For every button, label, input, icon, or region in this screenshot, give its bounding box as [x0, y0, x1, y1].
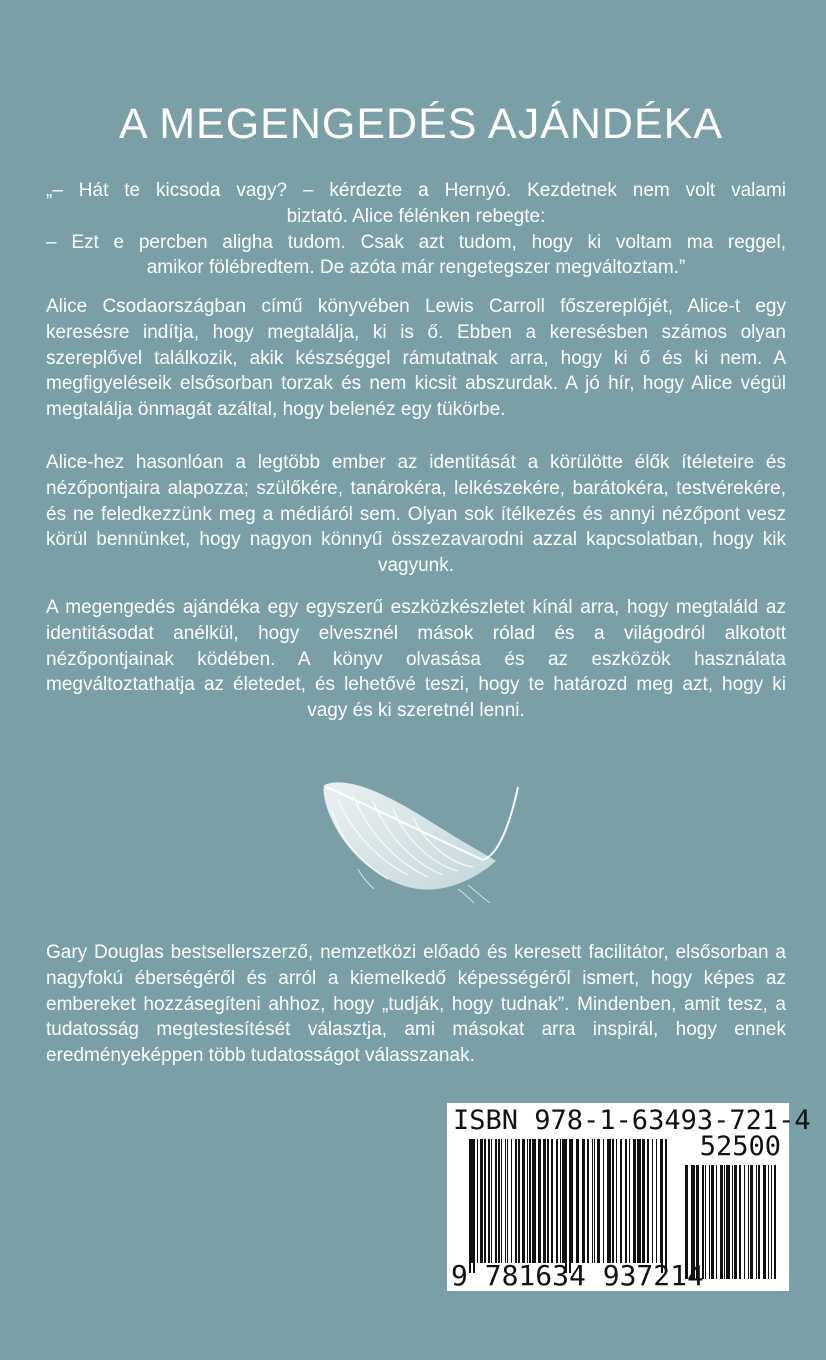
- barcode-bar: [603, 1139, 604, 1263]
- quote-line: – Ezt e percben aligha tudom. Csak azt tudom, hogy ki voltam ma reggel,: [46, 231, 786, 253]
- barcode-bar: [515, 1139, 517, 1263]
- barcode-bar: [642, 1139, 645, 1263]
- barcode-bar: [660, 1139, 661, 1263]
- barcode-bar: [491, 1139, 492, 1263]
- barcode-bar: [709, 1165, 710, 1279]
- barcode-bar: [529, 1139, 531, 1263]
- blurb-paragraph-2: Alice-hez hasonlóan a legtöbb ember az identitását a körülötte élők ítéleteire és nézőpontjaira alapozza; szülőkére, tanárokéra, lelkészekére, barátokéra, testvérekére, és ne feledkezzünk meg a médiáról sem. Olyan sok ítélkezés és annyi nézőpont vesz körül bennünket, hogy nagyon könnyű összezavarodni azzal kapcsolatban, hogy kik vagyunk.: [46, 452, 786, 577]
- barcode-bar: [495, 1139, 497, 1263]
- barcode-bar: [620, 1139, 622, 1263]
- barcode-bar: [739, 1165, 741, 1279]
- barcode-bar: [756, 1165, 757, 1279]
- alice-quote: [46, 178, 786, 281]
- barcode-bar: [594, 1139, 595, 1263]
- barcode-bar: [724, 1165, 725, 1279]
- barcode-bar: [726, 1165, 730, 1279]
- barcode-bar: [562, 1139, 565, 1263]
- barcode-bar: [587, 1139, 589, 1263]
- barcode-bar: [616, 1139, 617, 1263]
- quote-line: „– Hát te kicsoda vagy? – kérdezte a Hernyó. Kezdetnek nem volt valami: [46, 180, 786, 201]
- barcode-bar: [556, 1139, 558, 1263]
- barcode-bar: [647, 1139, 649, 1263]
- blurb-paragraph-3: A megengedés ajándéka egy egyszerű eszközkészletet kínál arra, hogy megtaláld az identitásodat anélkül, hogy elvesznél mások rólad és a világodról alkotott nézőpontjainak ködében. A könyv olvasása és az eszközök használata megváltoztathatja az életedet, és lehetővé teszi, hogy te határozd meg azt, hogy ki vagy és ki szeretnél lenni.: [46, 597, 786, 722]
- barcode-bar: [720, 1165, 723, 1279]
- barcode-bar: [597, 1139, 600, 1263]
- barcode-bar: [480, 1139, 483, 1263]
- barcode-bar: [518, 1139, 520, 1263]
- barcode-bar: [543, 1139, 546, 1263]
- barcode-bar: [560, 1139, 561, 1263]
- barcode-bar: [711, 1165, 714, 1279]
- barcode-bar: [547, 1139, 549, 1263]
- barcode-guard-bar: [473, 1139, 475, 1273]
- isbn-label: ISBN 978-1-63493-721-4: [453, 1105, 811, 1136]
- feather-illustration: [318, 765, 524, 905]
- barcode-bar: [527, 1139, 528, 1263]
- barcode-bar: [705, 1165, 706, 1279]
- barcode-bar: [732, 1165, 733, 1279]
- barcode-bar: [758, 1165, 760, 1279]
- barcode-bar: [763, 1165, 766, 1279]
- barcode-bar: [532, 1139, 536, 1263]
- barcode-bar: [637, 1139, 641, 1263]
- barcode-bar: [652, 1139, 653, 1263]
- barcode-guard-bar: [569, 1139, 571, 1273]
- isbn-barcode: [447, 1103, 811, 1292]
- barcode-bar: [477, 1139, 478, 1263]
- barcode-bar: [744, 1165, 745, 1279]
- barcode-guard-bar: [565, 1139, 567, 1273]
- barcode-bar: [505, 1139, 506, 1263]
- author-bio: Gary Douglas bestsellerszerző, nemzetközi előadó és keresett facilitátor, elsősorban a nagyfokú éberségéről és arról a kiemelkedő képességéről ismert, hogy képes az embereket hozzásegíteni ahhoz, hogy „tudják, hogy tudnak”. Mindenben, amit tesz, a tudatosság megtestesítését választja, ami másokat arra inspirál, hogy ennek eredményeképpen több tudatosságot válasszanak.: [46, 942, 786, 1067]
- barcode-bar: [629, 1139, 630, 1263]
- barcode-bar: [656, 1139, 657, 1263]
- book-title: A MEGENGEDÉS AJÁNDÉKA: [118, 100, 724, 148]
- barcode-bar: [576, 1139, 579, 1263]
- barcode-bar: [488, 1139, 490, 1263]
- barcode-bar: [774, 1165, 776, 1279]
- barcode-bar: [484, 1139, 486, 1263]
- barcode-bar: [551, 1139, 553, 1263]
- blurb-paragraph-1: Alice Csodaországban című könyvében Lewis Carroll főszereplőjét, Alice-t egy keresésre indítja, hogy megtalálja, ki is ő. Ebben a keresésben számos olyan szereplővel találkozik, akik készséggel rámutatnak arra, hogy ki ő és ki nem. A megfigyeléseik elsősorban torzak és nem kicsit abszurdak. A jó hír, hogy Alice végül megtalálja önmagát azáltal, hogy belenéz egy tükörbe.: [46, 296, 786, 421]
- barcode-bar: [498, 1139, 500, 1263]
- quote-line: amikor fölébredtem. De azóta már rengetegszer megváltoztam.”: [146, 257, 686, 279]
- barcode-guard-bar: [469, 1139, 471, 1273]
- price-code: 52500: [699, 1131, 781, 1162]
- barcode-bar: [734, 1165, 737, 1279]
- barcode-guard-bar: [661, 1139, 663, 1273]
- barcode-bar: [501, 1139, 502, 1263]
- barcode-bar: [748, 1165, 749, 1279]
- barcode-bar: [511, 1139, 512, 1263]
- barcode-bar: [507, 1139, 508, 1263]
- barcode-bar: [768, 1165, 769, 1279]
- barcode-guard-bar: [665, 1139, 667, 1273]
- barcode-bar: [750, 1165, 753, 1279]
- barcode-bar: [612, 1139, 614, 1263]
- ean-digits: 9 781634 937214: [451, 1259, 704, 1292]
- barcode-bar: [716, 1165, 717, 1279]
- quote-line: biztató. Alice félénken rebegte:: [286, 205, 546, 227]
- barcode-bar: [522, 1139, 525, 1263]
- barcode-bar: [607, 1139, 611, 1263]
- barcode-bar: [538, 1139, 541, 1263]
- barcode-bar: [633, 1139, 636, 1263]
- barcode-bar: [582, 1139, 585, 1263]
- barcode-bar: [625, 1139, 627, 1263]
- barcode-bar: [771, 1165, 772, 1279]
- barcode-bar: [592, 1139, 593, 1263]
